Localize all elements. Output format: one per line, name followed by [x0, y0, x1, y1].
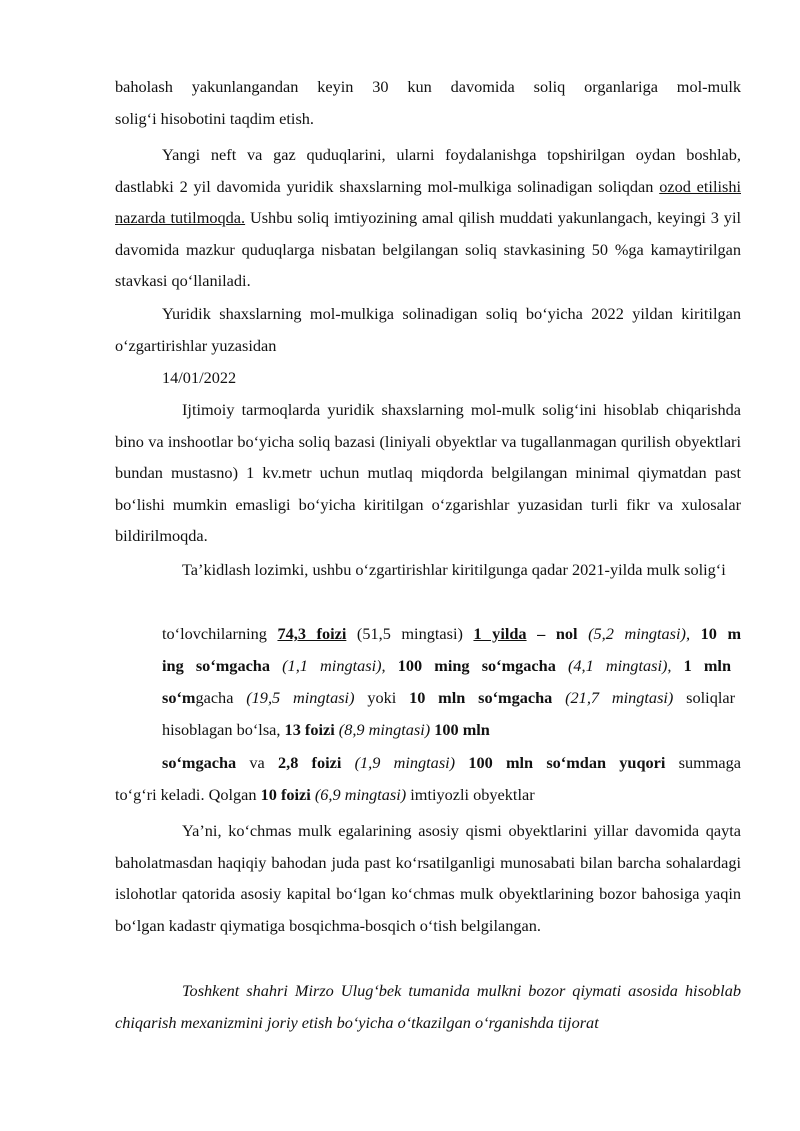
- paragraph-1-line-1: [115, 71, 741, 103]
- text: va: [236, 753, 278, 772]
- stat-bold: 1 yilda: [473, 624, 527, 643]
- stats-line-5: [162, 747, 741, 779]
- paragraph-7: Toshkent shahri Mirzo Ulug‘bek tumanida mulkni bozor qiymati asosida hisoblab chiqarish mexanizmini joriy etish bo‘yicha o‘tkazilgan o‘rganishda tijorat: [115, 981, 741, 1032]
- text: hisoblagan bo‘lsa,: [162, 720, 285, 739]
- text: to‘g‘ri keladi. Qolgan: [115, 785, 261, 804]
- paragraph-5: Ta’kidlash lozimki, ushbu o‘zgartirishlar kiritilgunga qadar 2021-yilda mulk solig‘i: [182, 560, 726, 579]
- text: imtiyozli obyektlar: [406, 785, 535, 804]
- stat-italic: (6,9 mingtasi): [310, 785, 407, 804]
- stats-line-3: [162, 682, 735, 714]
- stat-bold: so‘m: [162, 688, 196, 707]
- text: Ushbu soliq imtiyozining amal qilish muddati yakunlangach, keyingi 3 yil davomida mazkur quduqlarga nisbatan belgilangan soliq stavkasining 50 %ga kamaytirilgan stavkasi qo‘llaniladi.: [115, 208, 741, 291]
- stat-bold: ing so‘mgacha: [162, 656, 271, 675]
- text: gacha: [195, 688, 247, 707]
- stats-line-2: [162, 650, 731, 682]
- paragraph-2: [115, 139, 741, 297]
- text: to‘lovchilarning: [162, 624, 278, 643]
- stat-bold: 100 mln so‘mdan yuqori: [455, 753, 666, 772]
- text: (51,5 mingtasi): [346, 624, 474, 643]
- text: yoki: [354, 688, 410, 707]
- stat-bold: 10 mln so‘mgacha: [409, 688, 553, 707]
- stat-italic: (5,2 mingtasi),: [588, 624, 691, 643]
- stat-italic: (19,5 mingtasi): [246, 688, 355, 707]
- stat-italic: (1,1 mingtasi),: [270, 656, 386, 675]
- stat-italic: (8,9 mingtasi): [334, 720, 431, 739]
- stat-bold: – nol: [526, 624, 589, 643]
- paragraph-4: Ijtimoiy tarmoqlarda yuridik shaxslarning mol-mulk solig‘ini hisoblab chiqarishda bino va inshootlar bo‘yicha soliq bazasi (liniyali obyektlar va tugallanmagan qurilish obyektlari bundan mustasno) 1 kv.metr uchun mutlaq miqdorda belgilangan minimal qiymatdan past bo‘lishi mumkin emasligi bo‘yicha kiritilgan o‘zgarishlar yuzasidan turli fikr va xulosalar bildirilmoqda.: [115, 400, 741, 546]
- stat-bold: 1 mln: [671, 656, 731, 675]
- stat-bold: 10 m: [690, 624, 742, 643]
- stat-bold: 2,8 foizi: [277, 753, 342, 772]
- stat-bold: 100 mln: [430, 720, 490, 739]
- stat-italic: (1,9 mingtasi): [341, 753, 456, 772]
- text: soliqlar: [673, 688, 736, 707]
- stat-italic: (21,7 mingtasi): [552, 688, 674, 707]
- paragraph-3: Yuridik shaxslarning mol-mulkiga solinadigan soliq bo‘yicha 2022 yildan kiritilgan o‘zgartirishlar yuzasidan: [115, 304, 741, 355]
- stats-line-6: [115, 779, 535, 811]
- text: baholash yakunlangandan keyin 30 kun davomida soliq organlariga mol-mulk: [115, 77, 741, 96]
- paragraph-1-line-2: [115, 103, 314, 135]
- stat-bold: 10 foizi: [260, 785, 311, 804]
- stats-line-4: [162, 714, 490, 746]
- stat-bold: 13 foizi: [284, 720, 335, 739]
- underlined-phrase: ozod etilishi nazarda tutilmoqda.: [115, 176, 741, 228]
- date-line: 14/01/2022: [162, 368, 237, 387]
- paragraph-6: Ya’ni, ko‘chmas mulk egalarining asosiy qismi obyektlarini yillar davomida qayta baholatmasdan haqiqiy bahodan juda past ko‘rsatilganligi munosabati bilan barcha sohalardagi islohotlar qatorida asosiy kapital bo‘lgan ko‘chmas mulk obyektlarining bozor bahosiga yaqin bo‘lgan kadastr qiymatiga bosqichma-bosqich o‘tish belgilangan.: [115, 821, 741, 935]
- stat-bold: so‘mgacha: [162, 753, 237, 772]
- stat-bold: 100 ming so‘mgacha: [385, 656, 556, 675]
- stats-line-1: [162, 618, 741, 650]
- stat-italic: (4,1 mingtasi),: [555, 656, 672, 675]
- text: summaga: [665, 753, 742, 772]
- stat-bold: 74,3 foizi: [277, 624, 347, 643]
- text: solig‘i hisobotini taqdim etish.: [115, 109, 314, 128]
- text: Yangi neft va gaz quduqlarini, ularni foydalanishga topshirilgan oydan boshlab, dastlabki 2 yil davomida yuridik shaxslarning mol-mulkiga solinadigan soliqdan: [115, 145, 741, 196]
